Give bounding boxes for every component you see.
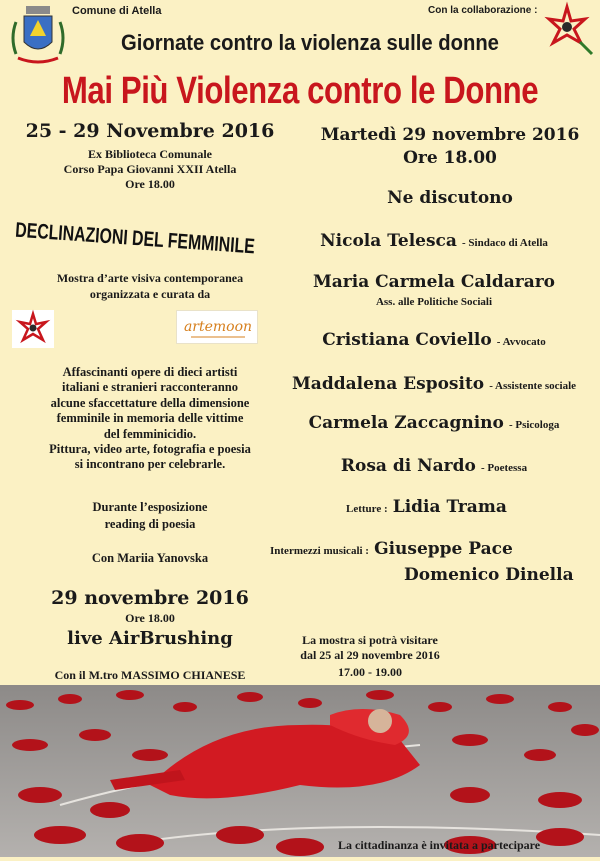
event-subtitle: Giornate contro la violenza sulle donne — [121, 30, 499, 55]
conference-date: Martedì 29 novembre 2016 — [320, 125, 580, 145]
airbrush-title: live AirBrushing — [67, 628, 233, 649]
speaker-role: - Sindaco di Atella — [462, 237, 548, 249]
description-line: del femminicidio. — [103, 426, 197, 441]
speaker-name: Cristiana Coviello — [322, 330, 492, 350]
description-line: italiani e stranieri racconteranno — [61, 380, 238, 395]
readings-name: Lidia Trama — [392, 497, 507, 517]
exhibition-curated-by: organizzata e curata da — [89, 287, 211, 301]
visit-dates: dal 25 al 29 novembre 2016 — [300, 648, 440, 662]
town-name: Comune di Atella — [72, 5, 162, 17]
speaker-name: Rosa di Nardo — [340, 456, 476, 476]
speaker-name: Nicola Telesca — [320, 231, 457, 251]
collaborator-logo-icon — [540, 2, 594, 56]
expo-reading: reading di poesia — [104, 517, 196, 531]
description-line: si incontrano per celebrarle. — [74, 457, 226, 472]
town-crest-icon — [8, 2, 68, 68]
main-title: Mai Più Violenza contro le Donne — [61, 70, 539, 112]
speaker-item — [268, 374, 600, 394]
exhibition-title-text: DECLINAZIONI DEL FEMMINILE — [14, 218, 334, 264]
readings-label: Letture : — [346, 503, 388, 515]
music-label: Intermezzi musicali : — [270, 545, 369, 557]
speaker-item — [268, 413, 600, 433]
artemoon-logo — [176, 310, 258, 344]
speaker-role: - Poetessa — [480, 462, 528, 474]
exhibition-dates: 25 - 29 Novembre 2016 — [25, 120, 275, 142]
speaker-item — [268, 231, 600, 251]
description-line: Pittura, video arte, fotografia e poesia — [49, 442, 251, 457]
description-line: Affascinanti opere di dieci artisti — [62, 365, 238, 379]
speaker-role: - Psicologa — [508, 419, 560, 431]
speaker-name: Carmela Zaccagnino — [308, 413, 504, 433]
readings-line — [346, 497, 507, 517]
venue-address: Corso Papa Giovanni XXII Atella — [63, 162, 237, 176]
airbrush-artist: Con il M.tro MASSIMO CHIANESE — [54, 668, 246, 682]
musician-name: Giuseppe Pace — [374, 539, 513, 559]
invitation-note: La cittadinanza è invitata a partecipare — [338, 838, 541, 852]
artemoon-logo-text: artemoon — [183, 319, 253, 335]
reader-name: Con Mariia Yanovska — [91, 551, 209, 565]
collaboration-label: Con la collaborazione : — [428, 5, 538, 16]
description-line: femminile in memoria delle vittime — [56, 411, 244, 426]
speaker-role: - Assistente sociale — [489, 380, 577, 392]
expo-note: Durante l’esposizione — [92, 500, 208, 514]
musician-name: Domenico Dinella — [404, 565, 574, 585]
description-line: alcune sfaccettature della dimensione — [50, 395, 250, 410]
venue-time: Ore 18.00 — [125, 177, 175, 191]
venue-line: Ex Biblioteca Comunale — [87, 147, 212, 161]
speaker-item — [268, 272, 600, 292]
visit-hours: 17.00 - 19.00 — [338, 665, 402, 679]
speaker-role: Ass. alle Politiche Sociali — [375, 296, 493, 308]
speaker-name: Maddalena Esposito — [291, 374, 485, 394]
speaker-name: Maria Carmela Caldararo — [312, 272, 556, 292]
speaker-item — [268, 456, 600, 476]
organizer-logo-icon — [12, 310, 54, 348]
visit-info: La mostra si potrà visitare — [302, 633, 438, 647]
airbrush-date: 29 novembre 2016 — [51, 587, 249, 609]
exhibition-description-line: Mostra d’arte visiva contemporanea — [56, 271, 244, 285]
speaker-role: - Avvocato — [496, 336, 546, 348]
speaker-item — [268, 330, 600, 350]
red-shoes-photo — [0, 685, 600, 857]
speakers-heading: Ne discutono — [387, 188, 513, 208]
conference-time: Ore 18.00 — [403, 148, 497, 168]
exhibition-title — [10, 218, 334, 264]
airbrush-time: Ore 18.00 — [125, 611, 175, 625]
exhibition-description — [0, 365, 300, 473]
music-line — [270, 539, 513, 559]
